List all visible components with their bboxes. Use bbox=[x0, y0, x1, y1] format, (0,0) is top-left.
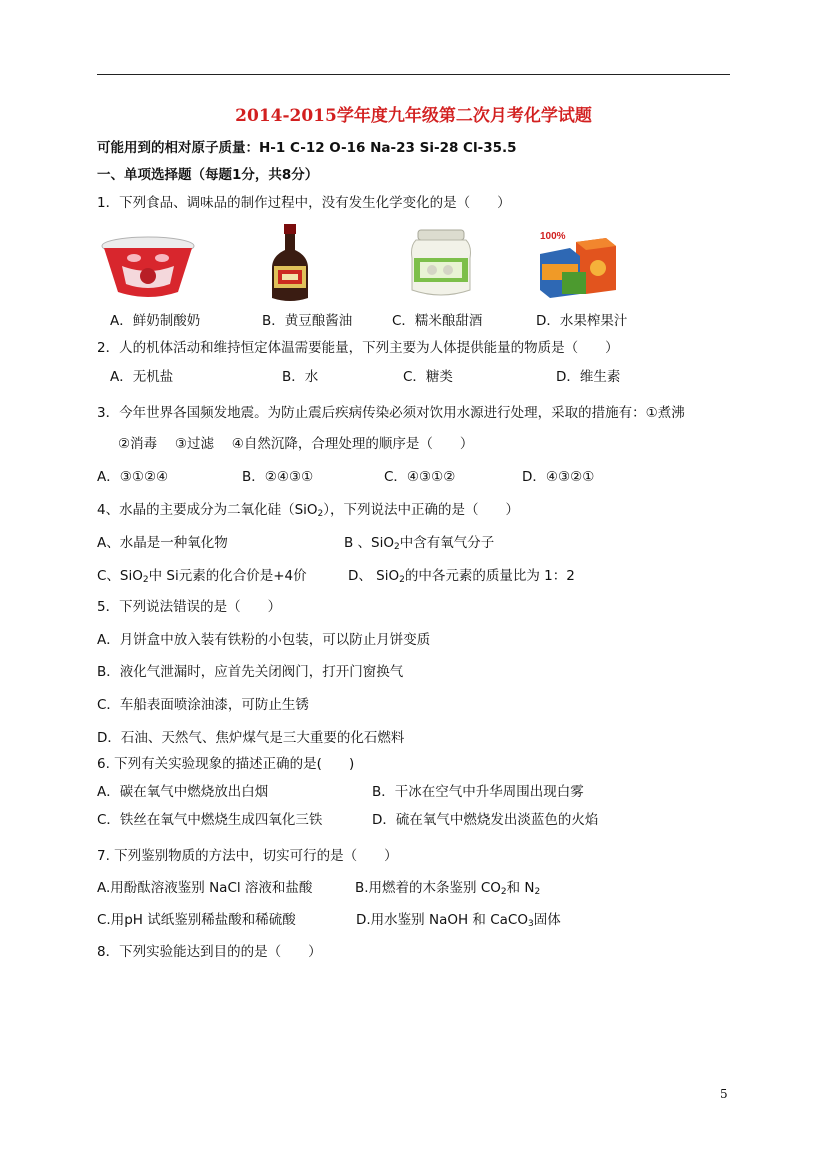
question-5-option-d: D．石油、天然气、焦炉煤气是三大重要的化石燃料 bbox=[97, 730, 405, 746]
svg-text:100%: 100% bbox=[540, 231, 566, 242]
question-3-option-b: B．②④③① bbox=[242, 469, 314, 485]
question-7-option-b: B.用燃着的木条鉴别 $CO_2$和 $N_2$ bbox=[355, 880, 541, 897]
question-2-option-c: C．糖类 bbox=[403, 369, 453, 385]
yogurt-cup-image bbox=[100, 232, 196, 302]
question-5-option-b: B．液化气泄漏时，应首先关闭阀门，打开门窗换气 bbox=[97, 664, 404, 680]
question-7-option-d: D.用水鉴别 NaOH 和 CaCO$_3$固体 bbox=[356, 912, 561, 929]
question-4-option-d: D、 SiO$_2$的中各元素的质量比为 1：2 bbox=[348, 568, 575, 585]
question-3-stem-line-1: 3．今年世界各国频发地震。为防止震后疾病传染必须对饮用水源进行处理，采取的措施有：①煮沸 bbox=[97, 405, 685, 421]
question-2-stem: 2．人的机体活动和维持恒定体温需要能量，下列主要为人体提供能量的物质是（ ） bbox=[97, 340, 619, 356]
rice-wine-jar-image bbox=[408, 228, 474, 300]
atomic-masses-line: 可能用到的相对原子质量：H-1 C-12 O-16 Na-23 Si-28 Cl-35.5 bbox=[97, 140, 517, 156]
question-1-option-b: B．黄豆酿酱油 bbox=[262, 313, 353, 329]
question-3-option-d: D．④③②① bbox=[522, 469, 595, 485]
question-1-option-c: C．糯米酿甜酒 bbox=[392, 313, 483, 329]
question-4-option-c: C、SiO$_2$中 Si元素的化合价是+4价 bbox=[97, 568, 307, 585]
question-6-option-d: D．硫在氧气中燃烧发出淡蓝色的火焰 bbox=[372, 812, 599, 828]
question-6-stem: 6. 下列有关实验现象的描述正确的是( ) bbox=[97, 756, 355, 772]
question-7-option-a: A.用酚酞溶液鉴别 NaCl 溶液和盐酸 bbox=[97, 880, 313, 896]
soy-sauce-bottle-image bbox=[268, 222, 312, 304]
question-2-option-d: D．维生素 bbox=[556, 369, 621, 385]
question-1-stem: 1．下列食品、调味品的制作过程中，没有发生化学变化的是（ ） bbox=[97, 195, 511, 211]
question-6-option-c: C．铁丝在氧气中燃烧生成四氧化三铁 bbox=[97, 812, 323, 828]
section-heading: 一、单项选择题（每题1分，共8分） bbox=[97, 167, 319, 183]
question-6-option-b: B．干冰在空气中升华周围出现白雾 bbox=[372, 784, 584, 800]
question-5-stem: 5．下列说法错误的是（ ） bbox=[97, 599, 282, 615]
question-8-stem: 8．下列实验能达到目的的是（ ） bbox=[97, 944, 322, 960]
question-2-option-b: B．水 bbox=[282, 369, 319, 385]
question-2-option-a: A．无机盐 bbox=[110, 369, 174, 385]
question-1-option-d: D．水果榨果汁 bbox=[536, 313, 628, 329]
question-5-option-a: A．月饼盒中放入装有铁粉的小包装，可以防止月饼变质 bbox=[97, 632, 431, 648]
question-7-stem: 7. 下列鉴别物质的方法中，切实可行的是（ ） bbox=[97, 848, 398, 864]
question-4-stem: 4、水晶的主要成分为二氧化硅（SiO$_2$），下列说法中正确的是（ ） bbox=[97, 502, 520, 519]
page-number: 5 bbox=[720, 1087, 728, 1101]
question-6-option-a: A．碳在氧气中燃烧放出白烟 bbox=[97, 784, 269, 800]
question-4-option-a: A、水晶是一种氧化物 bbox=[97, 535, 228, 551]
header-rule bbox=[97, 74, 730, 75]
exam-title: 2014-2015学年度九年级第二次月考化学试题 bbox=[235, 106, 592, 126]
question-3-option-a: A．③①②④ bbox=[97, 469, 169, 485]
question-7-option-c: C.用pH 试纸鉴别稀盐酸和稀硫酸 bbox=[97, 912, 296, 928]
question-4-option-b: B 、SiO$_2$中含有氧气分子 bbox=[344, 535, 495, 552]
question-1-option-a: A．鲜奶制酸奶 bbox=[110, 313, 201, 329]
question-3-option-c: C．④③①② bbox=[384, 469, 456, 485]
juice-boxes-image bbox=[536, 228, 618, 300]
question-3-stem-line-2: ②消毒 ③过滤 ④自然沉降，合理处理的顺序是（ ） bbox=[118, 436, 474, 452]
question-5-option-c: C．车船表面喷涂油漆，可防止生锈 bbox=[97, 697, 309, 713]
